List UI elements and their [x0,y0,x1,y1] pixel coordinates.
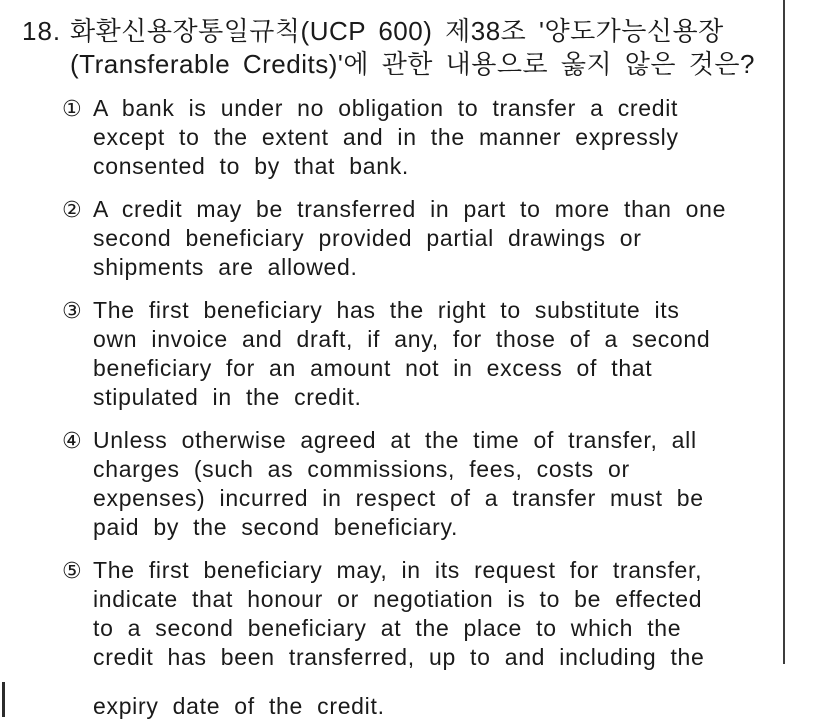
option-line: paid by the second beneficiary. [93,514,459,540]
answer-option [62,426,826,542]
column-divider-line [783,0,785,664]
page-edge-mark [2,682,5,717]
option-text [93,426,704,542]
option-number-icon: ④ [62,428,82,453]
option-text [93,296,710,412]
option-number-icon: ⑤ [62,558,82,583]
option-line: credit has been transferred, up to and including the [93,644,705,670]
question-header [22,15,826,81]
option-line: A credit may be transferred in part to more than one [93,196,727,222]
question-prompt [70,15,755,81]
option-line: consented to by that bank. [93,153,410,179]
option-text [93,94,679,181]
answer-option [62,195,826,282]
option-line: indicate that honour or negotiation is to be effected [93,586,703,612]
option-overflow-line: expiry date of the credit. [93,693,385,719]
answer-option [62,94,826,181]
option-number-icon: ② [62,197,82,222]
option-line: shipments are allowed. [93,254,358,280]
option-line: stipulated in the credit. [93,384,362,410]
option-text [93,556,705,721]
option-line: to a second beneficiary at the place to which the [93,615,682,641]
option-line: beneficiary for an amount not in excess of that [93,355,653,381]
option-line: except to the extent and in the manner expressly [93,124,679,150]
option-line: second beneficiary provided partial drawings or [93,225,642,251]
question-number: 18. [22,16,62,46]
option-number-icon: ③ [62,298,82,323]
option-line: A bank is under no obligation to transfer a credit [93,95,679,121]
option-line: expenses) incurred in respect of a transfer must be [93,485,704,511]
option-text [93,195,726,282]
option-line: The first beneficiary may, in its request for transfer, [93,557,703,583]
option-line: Unless otherwise agreed at the time of transfer, all [93,427,697,453]
answer-option [62,296,826,412]
option-number-icon: ① [62,96,82,121]
prompt-line: 화환신용장통일규칙(UCP 600) 제38조 '양도가능신용장 [70,16,724,46]
answer-option [62,556,826,721]
option-line: own invoice and draft, if any, for those of a second [93,326,711,352]
option-line: The first beneficiary has the right to substitute its [93,297,680,323]
prompt-line: (Transferable Credits)'에 관한 내용으로 옳지 않은 것은? [70,49,755,79]
options-list [62,94,826,721]
option-line: charges (such as commissions, fees, costs or [93,456,630,482]
